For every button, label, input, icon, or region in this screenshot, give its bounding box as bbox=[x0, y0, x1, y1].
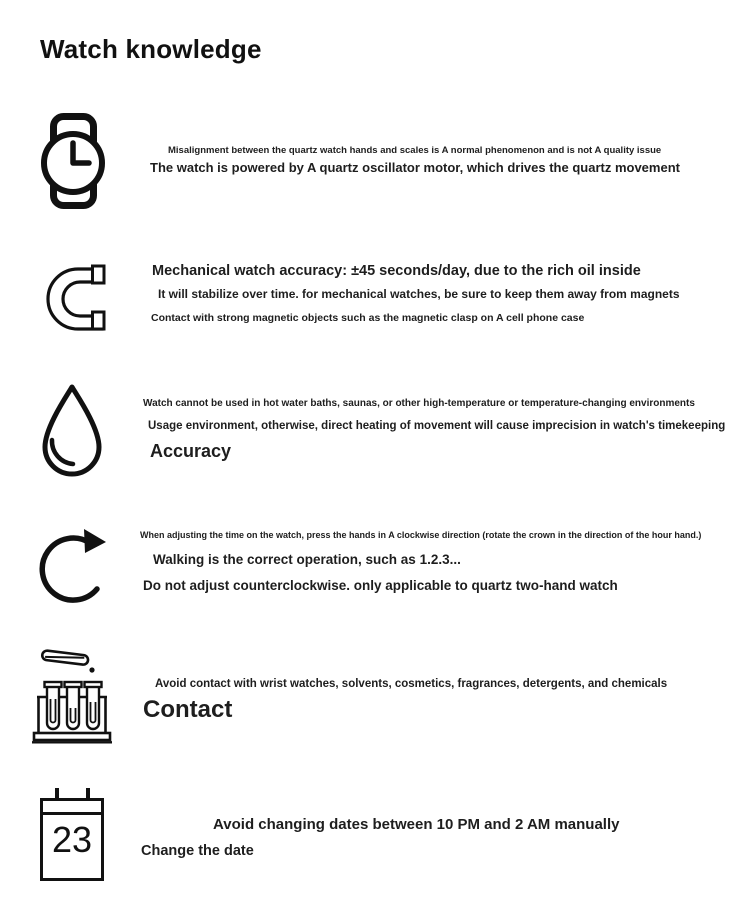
quartz-movement-text: The watch is powered by A quartz oscillator motor, which drives the quartz movement bbox=[150, 160, 680, 175]
test-tubes-icon bbox=[30, 645, 114, 747]
magnet-warning-text: It will stabilize over time. for mechanical watches, be sure to keep them away from magnets bbox=[158, 287, 680, 301]
accuracy-heading: Accuracy bbox=[150, 441, 232, 461]
change-date-heading: Change the date bbox=[141, 843, 254, 859]
usage-environment-text: Usage environment, otherwise, direct heating of movement will cause imprecision in watch's timekeeping bbox=[148, 420, 726, 432]
clockwise-arrow-icon bbox=[38, 517, 110, 609]
calendar-header-strip bbox=[43, 801, 101, 815]
walking-operation-text: Walking is the correct operation, such as 1.2.3... bbox=[153, 552, 461, 567]
water-drop-icon bbox=[37, 382, 107, 479]
contact-heading: Contact bbox=[143, 696, 233, 723]
magnetic-objects-note: Contact with strong magnetic objects such as the magnetic clasp on A cell phone case bbox=[151, 312, 585, 324]
calendar-page bbox=[40, 798, 104, 881]
hot-water-warning-note: Watch cannot be used in hot water baths, saunas, or other high-temperature or temperature-changing environments bbox=[143, 398, 695, 409]
counterclockwise-warning-text: Do not adjust counterclockwise. only applicable to quartz two-hand watch bbox=[143, 578, 618, 593]
page-title: Watch knowledge bbox=[40, 34, 262, 64]
date-change-warning-text: Avoid changing dates between 10 PM and 2 AM manually bbox=[213, 816, 620, 833]
calendar-day: 23 bbox=[51, 819, 93, 860]
wristwatch-icon bbox=[41, 110, 107, 212]
magnet-icon bbox=[36, 256, 108, 334]
mechanical-accuracy-text: Mechanical watch accuracy: ±45 seconds/day, due to the rich oil inside bbox=[152, 263, 641, 279]
clockwise-direction-note: When adjusting the time on the watch, press the hands in A clockwise direction (rotate the crown in the direction of the hour hand.) bbox=[140, 530, 702, 540]
calendar-icon bbox=[40, 788, 106, 884]
chemical-avoid-text: Avoid contact with wrist watches, solvents, cosmetics, fragrances, detergents, and chemicals bbox=[155, 678, 668, 690]
quartz-misalignment-note: Misalignment between the quartz watch hands and scales is A normal phenomenon and is not A quality issue bbox=[168, 145, 662, 156]
